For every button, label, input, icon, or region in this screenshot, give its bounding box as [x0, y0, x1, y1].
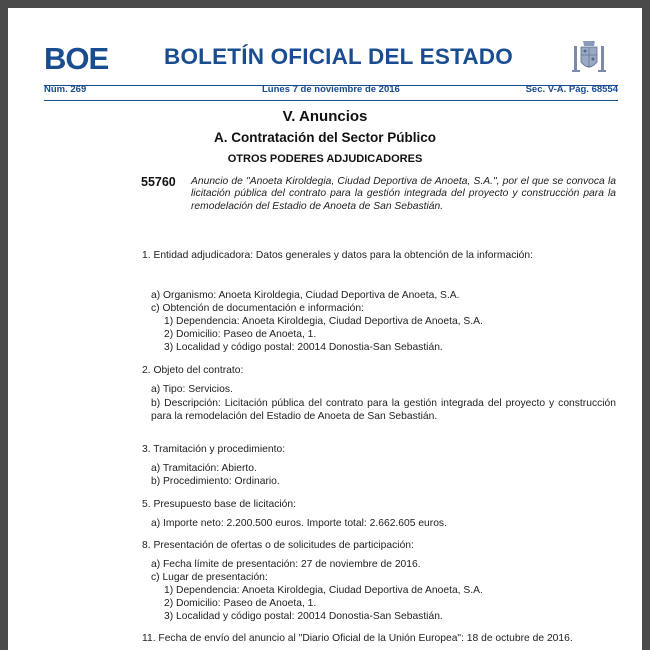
- announcement-number: 55760: [141, 175, 176, 189]
- boe-logo: [44, 41, 109, 76]
- issue-number: Núm. 269: [44, 84, 87, 95]
- gazette-title: BOLETÍN OFICIAL DEL ESTADO: [164, 44, 513, 69]
- section-1-c3: 3) Localidad y código postal: 20014 Donostia-San Sebastián.: [164, 342, 443, 353]
- section-11-title: 11. Fecha de envío del anuncio al "Diario Oficial de la Unión Europea": 18 de octubre de 2016.: [142, 633, 573, 644]
- section-1-c2: 2) Domicilio: Paseo de Anoeta, 1.: [164, 329, 317, 340]
- heading-contratacion: A. Contratación del Sector Público: [213, 130, 437, 145]
- section-8-c: c) Lugar de presentación:: [151, 572, 268, 583]
- header-rule-bottom: [44, 100, 618, 101]
- section-3-title: 3. Tramitación y procedimiento:: [142, 444, 286, 455]
- section-1-c1: 1) Dependencia: Anoeta Kiroldegia, Ciudad Deportiva de Anoeta, S.A.: [164, 316, 483, 327]
- section-1-c: c) Obtención de documentación e información:: [151, 303, 364, 314]
- section-2-b: b) Descripción: Licitación pública del contrato para la gestión integrada del proyecto y construcción para la remodelación del Estadio de Anoeta de San Sebastián.: [151, 398, 616, 422]
- boe-logo-text: BOE: [44, 41, 109, 76]
- coat-of-arms-icon: [572, 38, 606, 76]
- section-1-a: a) Organismo: Anoeta Kiroldegia, Ciudad Deportiva de Anoeta, S.A.: [151, 290, 460, 301]
- section-8-title: 8. Presentación de ofertas o de solicitudes de participación:: [142, 540, 414, 551]
- section-page: Sec. V-A. Pág. 68554: [525, 84, 618, 95]
- section-8-c3: 3) Localidad y código postal: 20014 Donostia-San Sebastián.: [164, 611, 443, 622]
- section-2-a: a) Tipo: Servicios.: [151, 384, 233, 395]
- section-5-title: 5. Presupuesto base de licitación:: [142, 499, 296, 510]
- header-meta: [44, 84, 618, 98]
- section-8-c1: 1) Dependencia: Anoeta Kiroldegia, Ciudad Deportiva de Anoeta, S.A.: [164, 585, 483, 596]
- issue-date: Lunes 7 de noviembre de 2016: [262, 84, 400, 95]
- section-1-title: 1. Entidad adjudicadora: Datos generales y datos para la obtención de la información:: [142, 250, 533, 261]
- heading-otros-poderes: OTROS PODERES ADJUDICADORES: [227, 153, 423, 165]
- section-3-a: a) Tramitación: Abierto.: [151, 463, 257, 474]
- section-2-title: 2. Objeto del contrato:: [142, 365, 244, 376]
- section-5-a: a) Importe neto: 2.200.500 euros. Importe total: 2.662.605 euros.: [151, 518, 447, 529]
- page-header: [44, 38, 618, 98]
- section-8-c2: 2) Domicilio: Paseo de Anoeta, 1.: [164, 598, 317, 609]
- section-8-a: a) Fecha límite de presentación: 27 de noviembre de 2016.: [151, 559, 421, 570]
- header-rule-top: [44, 85, 618, 86]
- heading-anuncios: V. Anuncios: [282, 108, 368, 125]
- section-3-b: b) Procedimiento: Ordinario.: [151, 476, 280, 487]
- announcement-summary: Anuncio de "Anoeta Kiroldegia, Ciudad Deportiva de Anoeta, S.A.", por el que se convoca la licitación pública del contrato para la gestión integrada del proyecto y construcción para la remodelación del Estadio de Anoeta de San Sebastián.: [191, 176, 616, 212]
- document-page: [8, 8, 642, 650]
